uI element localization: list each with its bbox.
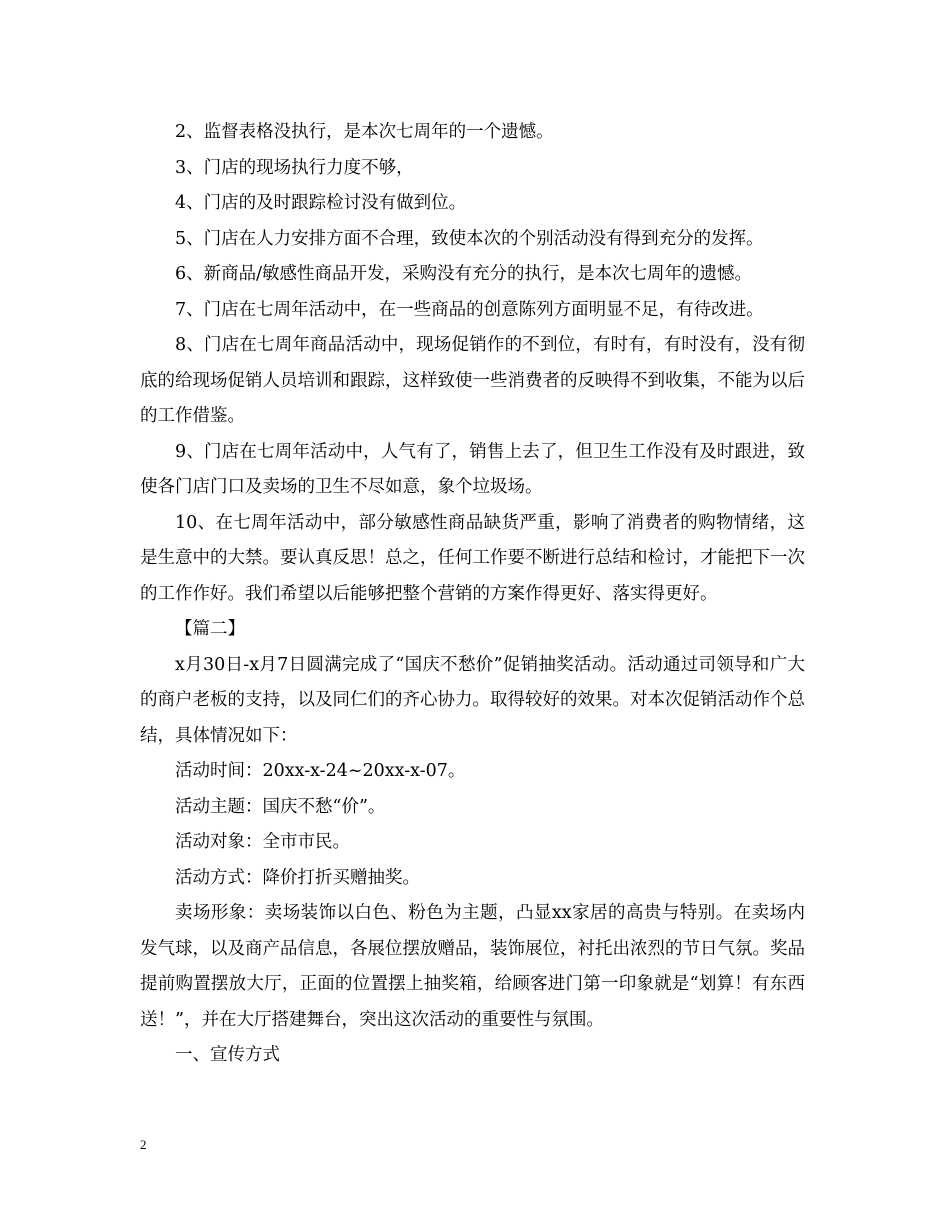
- paragraph-activity-target: 活动对象：全市市民。: [175, 832, 350, 852]
- paragraph-item-2: 2、监督表格没执行，是本次七周年的一个遗憾。: [175, 122, 554, 142]
- paragraph-item-7: 7、门店在七周年活动中，在一些商品的创意陈列方面明显不足，有待改进。: [175, 299, 764, 320]
- paragraph-intro: x月30日-x月7日圆满完成了“国庆不愁价”促销抽奖活动。活动通过司领导和广大的商户老板的支持，以及同仁们的齐心协力。取得较好的效果。对本次促销活动作个总结，具体情况如下：: [140, 654, 805, 746]
- paragraph-item-8: 8、门店在七周年商品活动中，现场促销作的不到位，有时有，有时没有，没有彻底的给现场促销人员培训和跟踪，这样致使一些消费者的反映得不到收集，不能为以后的工作借鉴。: [140, 335, 805, 426]
- paragraph-item-6: 6、新商品/敏感性商品开发，采购没有充分的执行，是本次七周年的遗憾。: [175, 264, 753, 284]
- section-heading-promotion: 一、宣传方式: [175, 1045, 280, 1065]
- paragraph-store-image: 卖场形象：卖场装饰以白色、粉色为主题，凸显xx家居的高贵与特别。在卖场内发气球，以及商产品信息，各展位摆放赠品，装饰展位，衬托出浓烈的节日气氛。奖品提前购置摆放大厅，正面的位置摆上抽奖箱，给顾客进门第一印象就是“划算！有东西送！”，并在大厅搭建舞台，突出这次活动的重要性与氛围。: [140, 903, 805, 1030]
- paragraph-item-9: 9、门店在七周年活动中，人气有了，销售上去了，但卫生工作没有及时跟进，致使各门店门口及卖场的卫生不尽如意，象个垃圾场。: [140, 441, 805, 497]
- paragraph-activity-theme: 活动主题：国庆不愁“价”。: [175, 796, 386, 817]
- paragraph-activity-time: 活动时间：20xx-x-24~20xx-x-07。: [175, 761, 466, 781]
- paragraph-item-3: 3、门店的现场执行力度不够，: [175, 157, 414, 178]
- page-number: 2: [140, 1137, 147, 1152]
- paragraph-item-4: 4、门店的及时跟踪检讨没有做到位。: [175, 193, 467, 213]
- paragraph-item-10: 10、在七周年活动中，部分敏感性商品缺货严重，影响了消费者的购物情绪，这是生意中的大禁。要认真反思！总之，任何工作要不断进行总结和检讨，才能把下一次的工作作好。我们希望以后能够把整个营销的方案作得更好、落实得更好。: [140, 512, 805, 604]
- paragraph-item-5: 5、门店在人力安排方面不合理，致使本次的个别活动没有得到充分的发挥。: [175, 228, 764, 249]
- document-body: [140, 115, 805, 1074]
- paragraph-activity-method: 活动方式：降价打折买赠抽奖。: [175, 867, 420, 888]
- section-heading-part-two: 【篇二】: [175, 619, 245, 639]
